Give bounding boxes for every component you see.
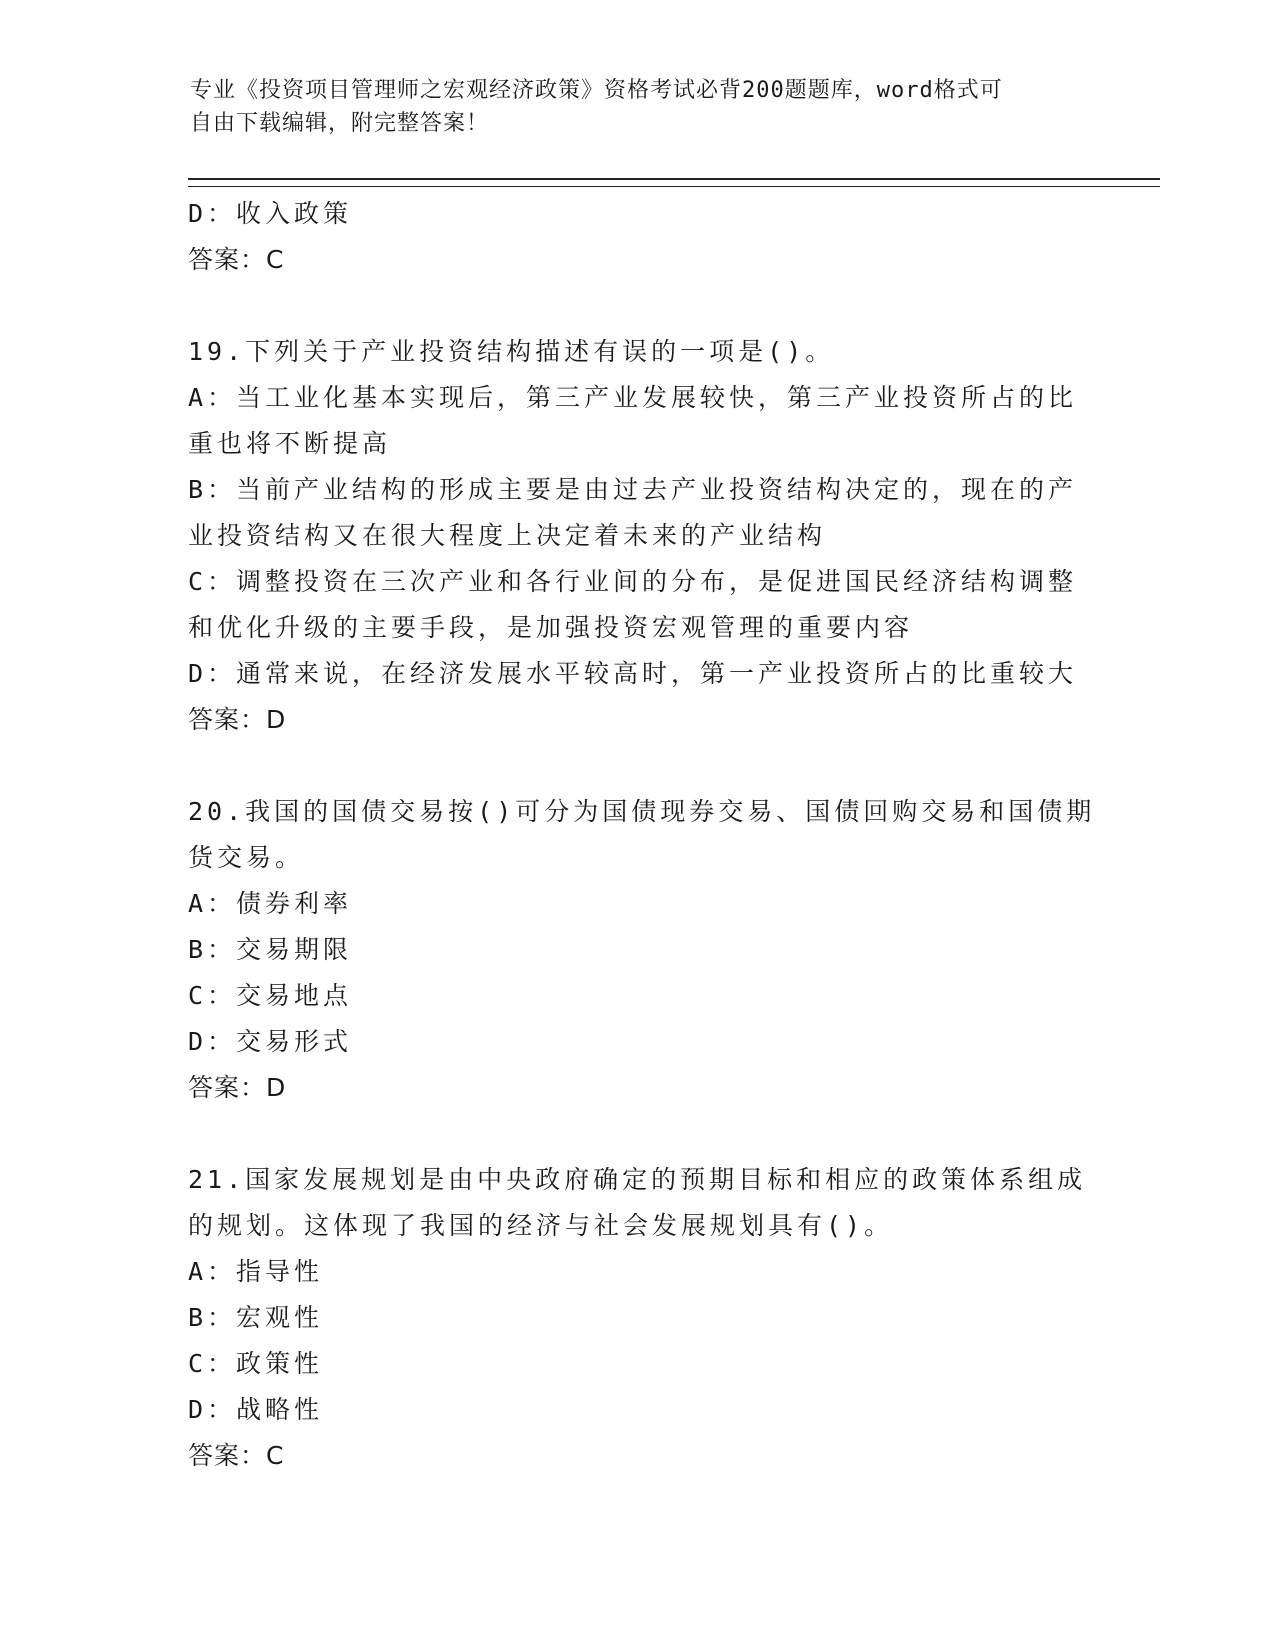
question-21-option-b: B：宏观性 xyxy=(188,1303,324,1332)
question-19-option-c: C：调整投资在三次产业和各行业间的分布，是促进国民经济结构调整 xyxy=(188,567,1078,596)
spacer xyxy=(188,283,1088,329)
spacer xyxy=(188,1111,1088,1157)
question-20-option-a: A：债券利率 xyxy=(188,889,353,918)
question-content xyxy=(188,191,1096,1479)
header-line-2: 自由下载编辑，附完整答案！ xyxy=(190,111,490,136)
question-21-option-a: A：指导性 xyxy=(188,1257,324,1286)
question-19-option-a: A：当工业化基本实现后，第三产业发展较快，第三产业投资所占的比 xyxy=(188,383,1078,412)
spacer xyxy=(188,743,1088,789)
question-19-option-c-cont: 和优化升级的主要手段，是加强投资宏观管理的重要内容 xyxy=(188,613,914,642)
answer: 答案：C xyxy=(188,245,285,274)
question-21-stem-cont: 的规划。这体现了我国的经济与社会发展规划具有()。 xyxy=(188,1211,894,1240)
question-19-option-b-cont: 业投资结构又在很大程度上决定着未来的产业结构 xyxy=(188,521,827,550)
question-19-stem: 19.下列关于产业投资结构描述有误的一项是()。 xyxy=(188,337,835,366)
question-21-option-d: D：战略性 xyxy=(188,1395,324,1424)
question-20-stem: 20.我国的国债交易按()可分为国债现券交易、国债回购交易和国债期 xyxy=(188,797,1096,826)
document-header xyxy=(190,74,1090,140)
question-21-option-c: C：政策性 xyxy=(188,1349,324,1378)
option-d: D：收入政策 xyxy=(188,199,353,228)
question-20-option-c: C：交易地点 xyxy=(188,981,353,1010)
question-20-option-b: B：交易期限 xyxy=(188,935,353,964)
question-19-answer: 答案：D xyxy=(188,705,287,734)
question-21-answer: 答案：C xyxy=(188,1441,285,1470)
question-20-answer: 答案：D xyxy=(188,1073,287,1102)
question-19-option-b: B：当前产业结构的形成主要是由过去产业投资结构决定的，现在的产 xyxy=(188,475,1078,504)
header-line-1: 专业《投资项目管理师之宏观经济政策》资格考试必背200题题库，word格式可 xyxy=(190,78,1003,103)
question-19-option-d: D：通常来说，在经济发展水平较高时，第一产业投资所占的比重较大 xyxy=(188,659,1078,688)
question-19-option-a-cont: 重也将不断提高 xyxy=(188,429,392,458)
question-20-option-d: D：交易形式 xyxy=(188,1027,353,1056)
question-20-stem-cont: 货交易。 xyxy=(188,843,305,872)
header-divider xyxy=(188,178,1160,187)
question-21-stem: 21.国家发展规划是由中央政府确定的预期目标和相应的政策体系组成 xyxy=(188,1165,1087,1194)
